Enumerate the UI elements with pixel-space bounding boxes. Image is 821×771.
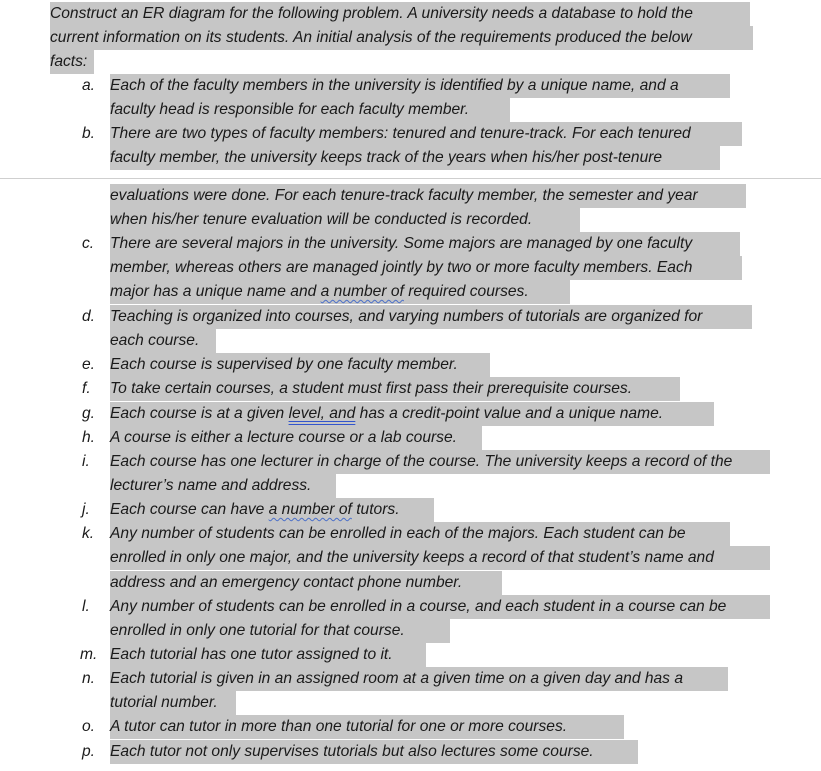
intro-line: Construct an ER diagram for the following problem. A university needs a database to hold the [50, 2, 750, 26]
page-break-divider [0, 178, 821, 179]
item-marker: p. [82, 743, 96, 760]
item-marker: h. [82, 429, 96, 446]
item-line: member, whereas others are managed jointly by two or more faculty members. Each [110, 256, 742, 280]
item-marker: j. [82, 501, 90, 518]
item-marker: m. [80, 646, 98, 663]
item-line: address and an emergency contact phone number. [110, 571, 502, 595]
item-line: Each tutorial has one tutor assigned to it. [110, 643, 426, 667]
item-line: There are several majors in the university. Some majors are managed by one faculty [110, 232, 740, 256]
item-marker: k. [82, 525, 95, 542]
item-line: Each tutor not only supervises tutorials but also lectures some course. [110, 740, 638, 764]
item-line: Each course is supervised by one faculty member. [110, 353, 490, 377]
item-marker: a. [82, 77, 96, 94]
item-line: Each of the faculty members in the university is identified by a unique name, and a [110, 74, 730, 98]
item-line: Each course can have a number of tutors. [110, 498, 434, 522]
intro-line: facts: [50, 50, 94, 74]
item-marker: g. [82, 405, 96, 422]
item-marker: c. [82, 235, 95, 252]
item-line: Each course is at a given level, and has a credit-point value and a unique name. [110, 402, 714, 426]
item-line: lecturer’s name and address. [110, 474, 336, 498]
item-line: when his/her tenure evaluation will be conducted is recorded. [110, 208, 580, 232]
item-line: faculty head is responsible for each faculty member. [110, 98, 510, 122]
item-line: Any number of students can be enrolled in a course, and each student in a course can be [110, 595, 770, 619]
item-marker: e. [82, 356, 96, 373]
item-marker: d. [82, 308, 96, 325]
item-line: Any number of students can be enrolled in each of the majors. Each student can be [110, 522, 730, 546]
item-line: A tutor can tutor in more than one tutorial for one or more courses. [110, 715, 624, 739]
item-line: each course. [110, 329, 216, 353]
item-marker: f. [82, 380, 91, 397]
item-line: There are two types of faculty members: tenured and tenure-track. For each tenured [110, 122, 742, 146]
item-line: To take certain courses, a student must first pass their prerequisite courses. [110, 377, 680, 401]
item-line: major has a unique name and a number of required courses. [110, 280, 570, 304]
item-line: A course is either a lecture course or a lab course. [110, 426, 482, 450]
item-line: tutorial number. [110, 691, 236, 715]
item-line: enrolled in only one tutorial for that course. [110, 619, 450, 643]
item-line: Teaching is organized into courses, and varying numbers of tutorials are organized for [110, 305, 752, 329]
item-line: Each tutorial is given in an assigned room at a given time on a given day and has a [110, 667, 728, 691]
item-marker: o. [82, 718, 96, 735]
item-marker: b. [82, 125, 96, 142]
item-marker: n. [82, 670, 96, 687]
item-marker: l. [82, 598, 90, 615]
item-line: Each course has one lecturer in charge of the course. The university keeps a record of the [110, 450, 770, 474]
item-line: faculty member, the university keeps track of the years when his/her post-tenure [110, 146, 720, 170]
item-marker: i. [82, 453, 90, 470]
item-line: evaluations were done. For each tenure-track faculty member, the semester and year [110, 184, 746, 208]
item-line: enrolled in only one major, and the university keeps a record of that student’s name and [110, 546, 770, 570]
intro-line: current information on its students. An initial analysis of the requirements produced the below [50, 26, 753, 50]
